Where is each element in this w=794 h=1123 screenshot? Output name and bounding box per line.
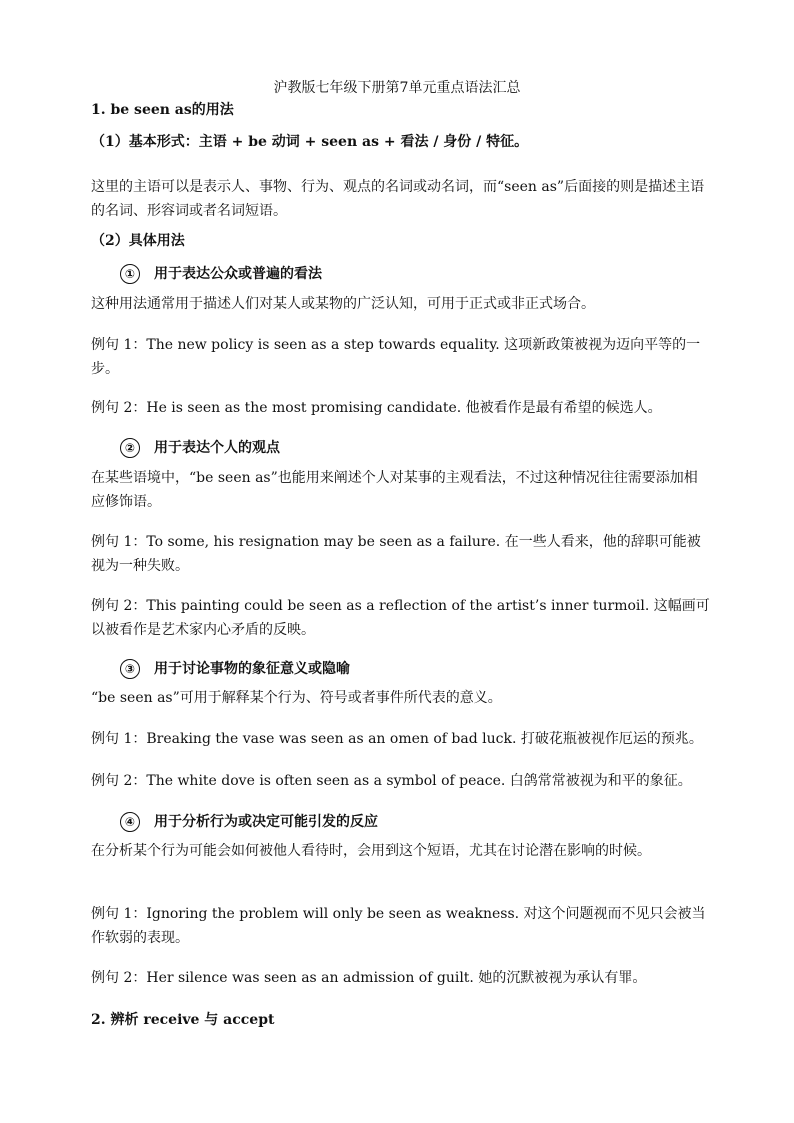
example-3-1: 例句 1：Breaking the vase was seen as an omen of bad luck. 打破花瓶被视作厄运的预兆。 [91, 731, 703, 747]
number-badge: ① [120, 264, 140, 284]
number-badge: ④ [120, 812, 140, 832]
usage-title: 用于表达个人的观点 [154, 440, 280, 456]
specific-usage-heading: （2）具体用法 [91, 233, 185, 249]
section-1-description: 这里的主语可以是表示人、事物、行为、观点的名词或动名词，而“seen as”后面接的则是描述主语的名词、形容词或者名词短语。 [91, 179, 705, 219]
usage-description-4: 在分析某个行为可能会如何被他人看待时，会用到这个短语，尤其在讨论潜在影响的时候。 [91, 843, 651, 859]
usage-heading-2 [120, 436, 740, 460]
example-4-1: 例句 1：Ignoring the problem will only be seen as weakness. 对这个问题视而不见只会被当作软弱的表现。 [91, 906, 706, 946]
usage-title: 用于分析行为或决定可能引发的反应 [154, 814, 378, 830]
number-badge: ③ [120, 659, 140, 679]
example-4-2: 例句 2：Her silence was seen as an admission of guilt. 她的沉默被视为承认有罪。 [91, 970, 647, 986]
example-3-2: 例句 2：The white dove is often seen as a symbol of peace. 白鸽常常被视为和平的象征。 [91, 773, 692, 789]
example-2-2: 例句 2：This painting could be seen as a reflection of the artist’s inner turmoil. 这幅画可以被看作是艺术家内心矛盾的反映。 [91, 598, 710, 638]
usage-description-1: 这种用法通常用于描述人们对某人或某物的广泛认知，可用于正式或非正式场合。 [91, 296, 595, 312]
usage-title: 用于表达公众或普遍的看法 [154, 266, 322, 282]
usage-title: 用于讨论事物的象征意义或隐喻 [154, 661, 350, 677]
basic-form: （1）基本形式：主语 + be 动词 + seen as + 看法 / 身份 / 特征。 [91, 134, 529, 150]
usage-heading-4 [120, 810, 740, 834]
example-1-1: 例句 1：The new policy is seen as a step towards equality. 这项新政策被视为迈向平等的一步。 [91, 337, 701, 377]
page-title: 沪教版七年级下册第7单元重点语法汇总 [273, 80, 521, 96]
usage-heading-1 [120, 262, 740, 286]
example-1-2: 例句 2：He is seen as the most promising candidate. 他被看作是最有希望的候选人。 [91, 400, 662, 416]
section-2-heading: 2. 辨析 receive 与 accept [91, 1012, 275, 1028]
usage-description-2: 在某些语境中，“be seen as”也能用来阐述个人对某事的主观看法，不过这种情况往往需要添加相应修饰语。 [91, 470, 698, 510]
section-1-heading: 1. be seen as的用法 [91, 102, 234, 118]
example-2-1: 例句 1：To some, his resignation may be seen as a failure. 在一些人看来，他的辞职可能被视为一种失败。 [91, 534, 701, 574]
usage-description-3: “be seen as”可用于解释某个行为、符号或者事件所代表的意义。 [91, 690, 502, 706]
number-badge: ② [120, 438, 140, 458]
usage-heading-3 [120, 657, 740, 681]
